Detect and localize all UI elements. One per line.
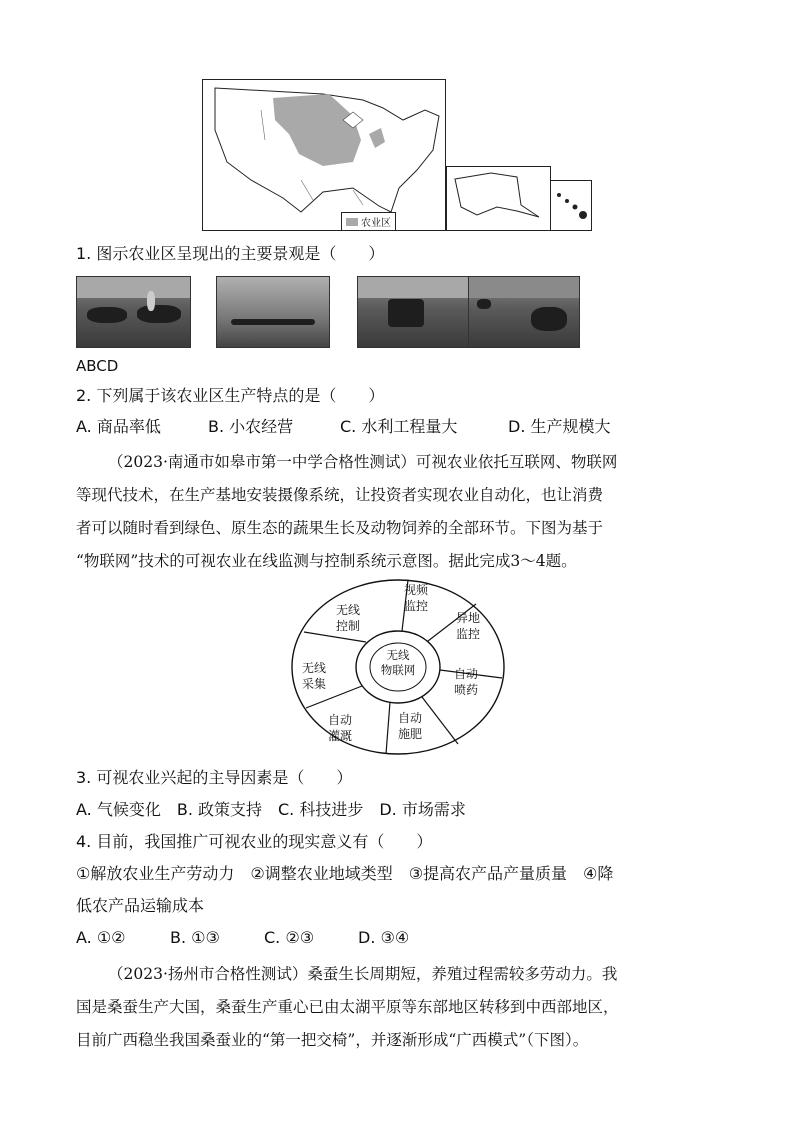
passage-2-line-3: 目前广西稳坐我国桑蚕业的“第一把交椅”，并逐渐形成“广西模式”（下图）。: [76, 1031, 589, 1049]
question-2-option-c: C. 水利工程量大: [340, 417, 458, 436]
question-3-options: A. 气候变化 B. 政策支持 C. 科技进步 D. 市场需求: [76, 800, 466, 819]
segment-auto-irrigation: 自动 灌溉: [327, 713, 352, 743]
passage-1: [76, 446, 726, 578]
option-b-photo: [216, 276, 330, 348]
question-2-option-d: D. 生产规模大: [508, 417, 611, 436]
option-a-photo: [76, 276, 191, 348]
hawaii-outline: [551, 181, 591, 230]
iot-system-diagram: [290, 578, 506, 756]
us-agriculture-map: [202, 79, 446, 231]
question-4-option-c: C. ②③: [264, 928, 315, 947]
legend-swatch: [346, 218, 358, 226]
question-3-stem: 3. 可视农业兴起的主导因素是（ ）: [76, 768, 353, 787]
question-1-options: ABCD: [76, 357, 119, 375]
question-4-statements-line-2: 低农产品运输成本: [76, 896, 205, 915]
passage-1-line-3: 者可以随时看到绿色、原生态的蔬果生长及动物饲养的全部环节。下图为基于: [76, 519, 604, 537]
passage-2-line-1: （2023·扬州市合格性测试）桑蚕生长周期短，养殖过程需较多劳动力。我: [108, 965, 618, 983]
question-4-statements-line-1: ①解放农业生产劳动力 ②调整农业地域类型 ③提高农产品产量质量 ④降: [76, 864, 614, 883]
passage-1-line-4: “物联网”技术的可视农业在线监测与控制系统示意图。据此完成3～4题。: [76, 552, 577, 570]
segment-auto-fertilizing: 自动 施肥: [397, 711, 422, 741]
passage-2: [76, 958, 726, 1057]
segment-wireless-collection: 无线 采集: [301, 661, 326, 691]
question-1-stem: 1. 图示农业区呈现出的主要景观是（ ）: [76, 244, 385, 263]
legend-label: 农业区: [361, 218, 391, 229]
question-4-option-d: D. ③④: [358, 928, 410, 947]
alaska-outline: [447, 167, 550, 230]
question-2-option-a: A. 商品率低: [76, 417, 161, 436]
alaska-inset-map: [446, 166, 551, 231]
wheel-center-label: 无线 物联网: [380, 648, 416, 677]
passage-1-line-1: （2023·南通市如皋市第一中学合格性测试）可视农业依托互联网、物联网: [108, 453, 618, 471]
segment-auto-spraying: 自动 喷药: [453, 667, 478, 697]
map-legend: [341, 212, 396, 231]
segment-video-monitoring: 视频 监控: [403, 583, 428, 613]
hawaii-inset-map: [550, 180, 592, 231]
map-outline: [203, 80, 445, 230]
question-2-stem: 2. 下列属于该农业区生产特点的是（ ）: [76, 386, 385, 405]
passage-1-line-2: 等现代技术，在生产基地安装摄像系统，让投资者实现农业自动化，也让消费: [76, 486, 604, 504]
question-4-stem: 4. 目前，我国推广可视农业的现实意义有（ ）: [76, 832, 433, 851]
question-4-option-a: A. ①②: [76, 928, 126, 947]
passage-2-line-2: 国是桑蚕生产大国，桑蚕生产重心已由太湖平原等东部地区转移到中西部地区，: [76, 998, 619, 1016]
segment-wireless-control: 无线 控制: [335, 603, 360, 633]
question-2-option-b: B. 小农经营: [208, 417, 294, 436]
option-d-photo: [468, 276, 580, 348]
option-c-photo: [357, 276, 469, 348]
question-4-option-b: B. ①③: [170, 928, 220, 947]
segment-remote-monitoring: 异地 监控: [455, 611, 480, 641]
